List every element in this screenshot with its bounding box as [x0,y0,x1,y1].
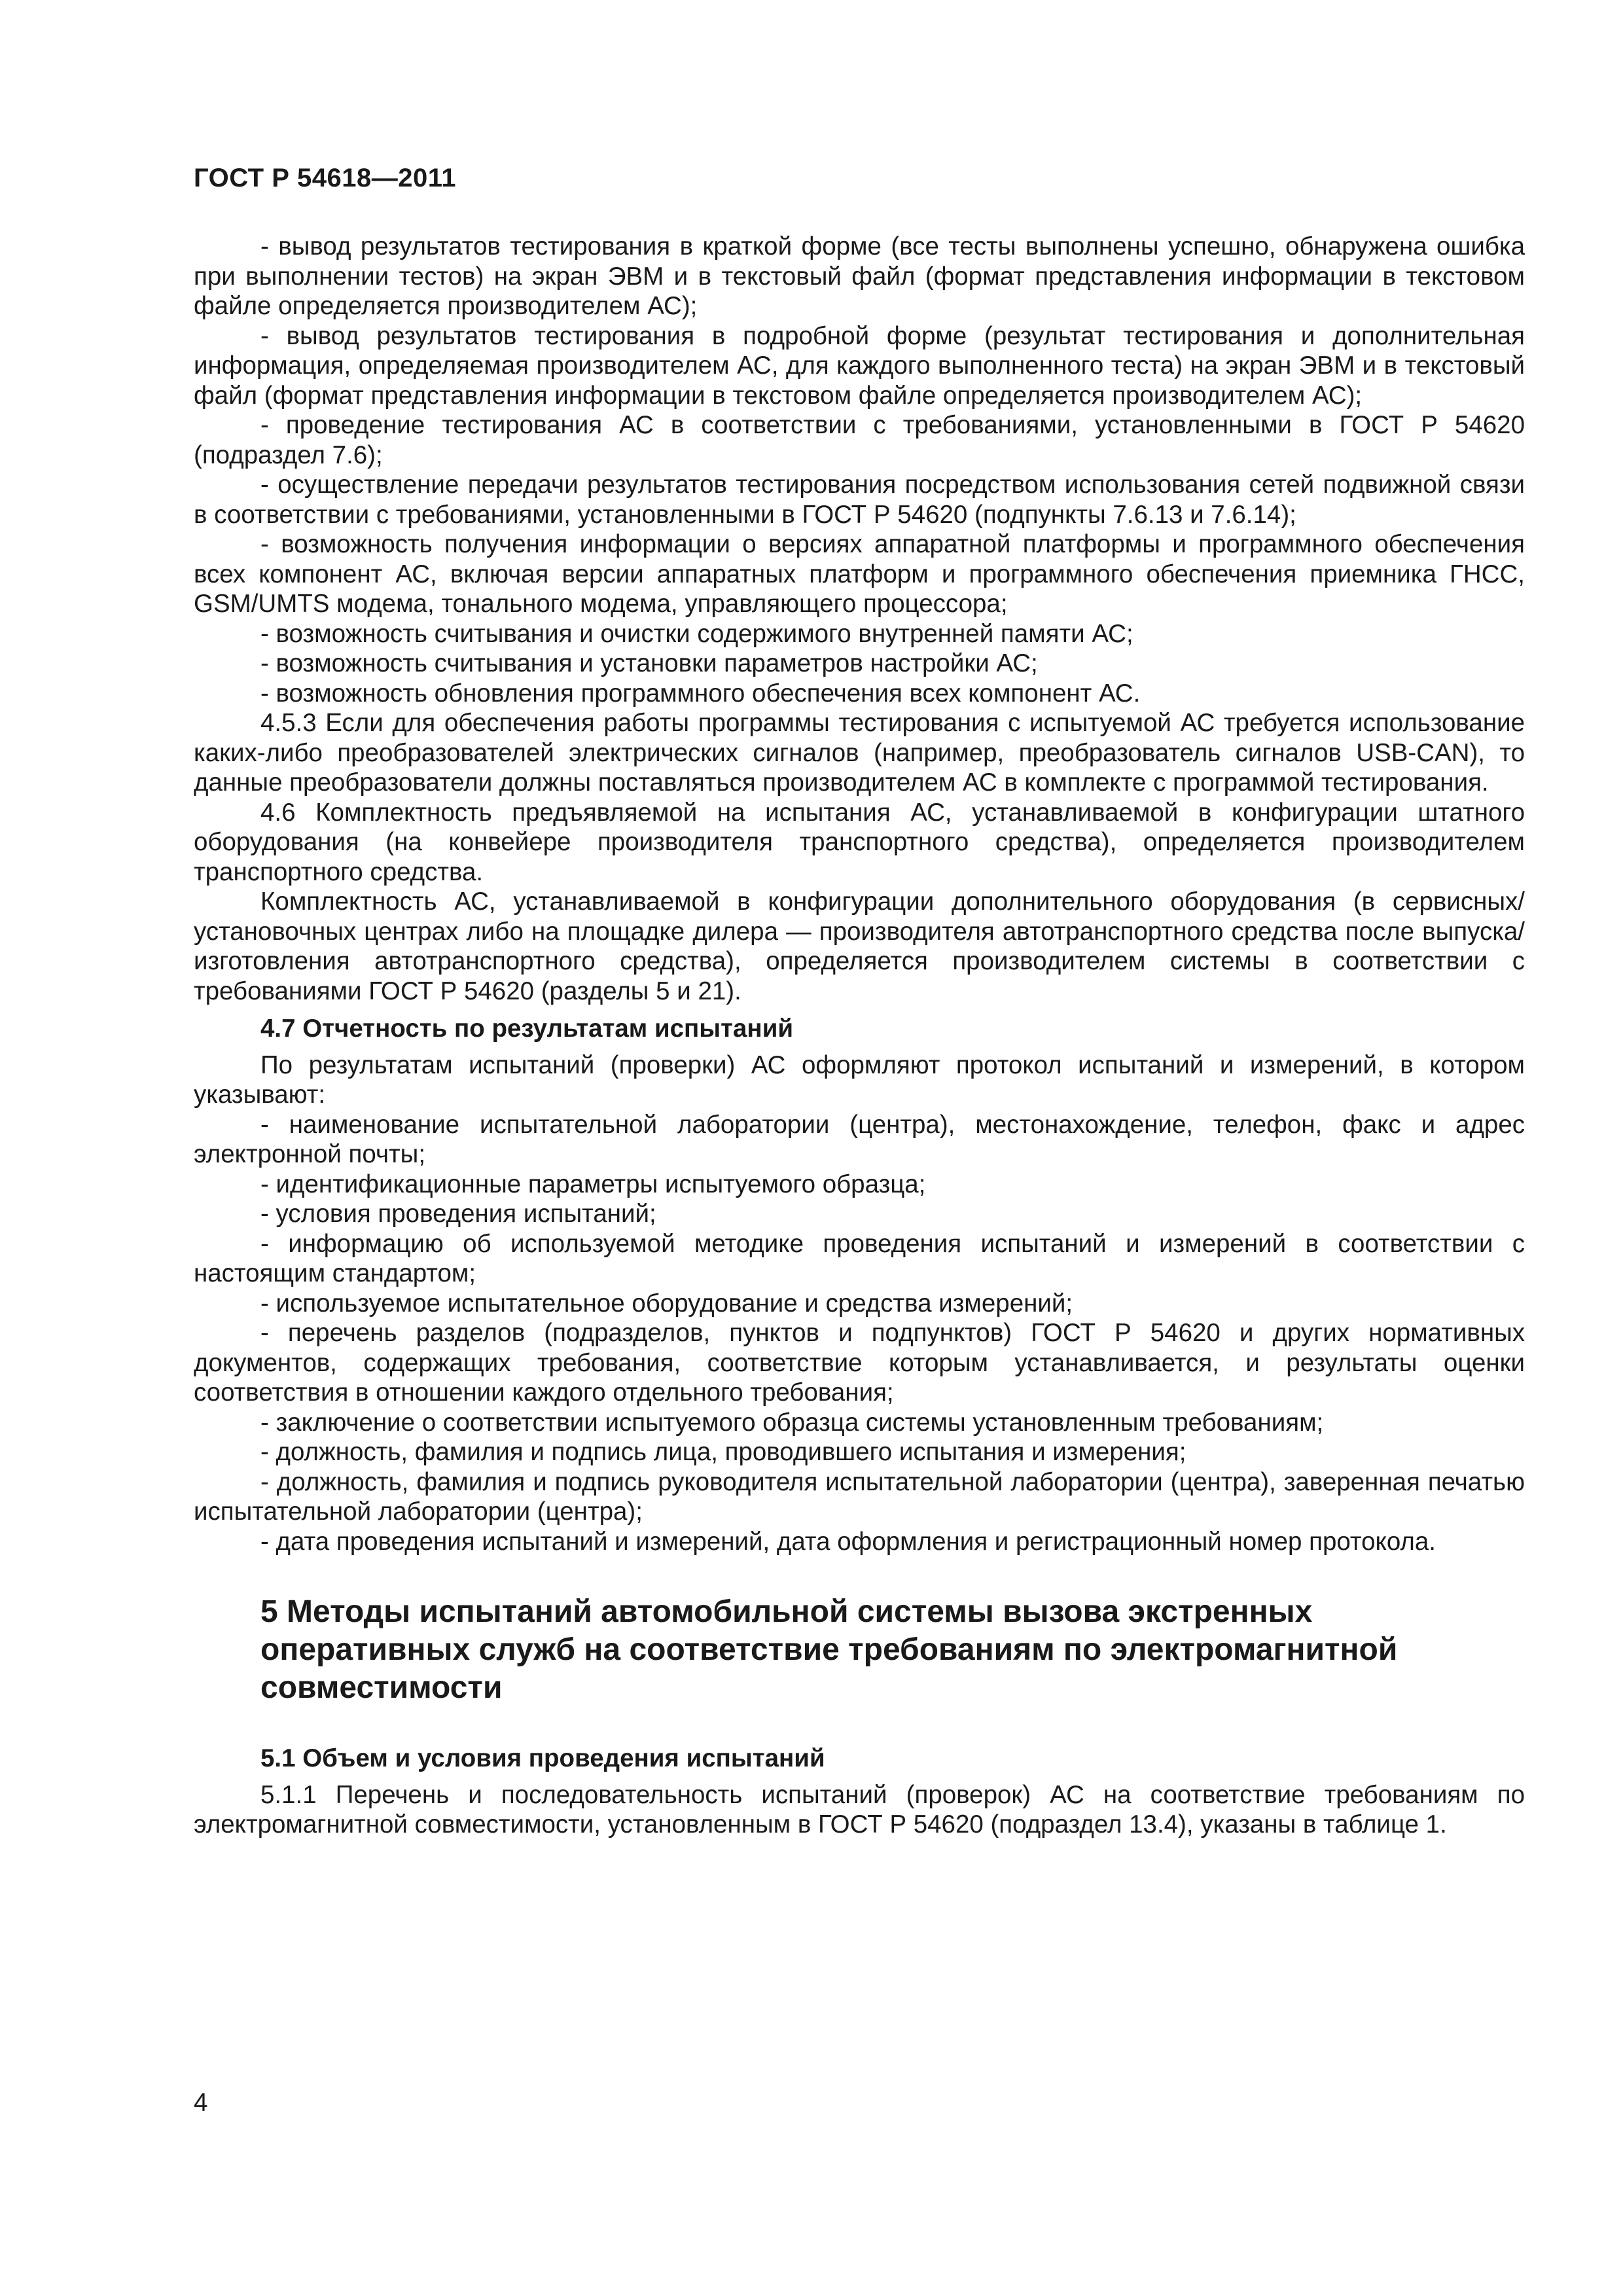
list-item: - осуществление передачи результатов тестирования посредством использования сетей подвижной связи в соответствии с требованиями, установленными в ГОСТ Р 54620 (подпункты 7.6.13 и 7.6.14); [194,471,1525,529]
list-item: - перечень разделов (подразделов, пунктов и подпунктов) ГОСТ Р 54620 и других нормативных документов, содержащих требования, соответствие которым устанавливается, и результаты оценки соответствия в отношении каждого отдельного требования; [194,1319,1525,1407]
list-item: - информацию об используемой методике проведения испытаний и измерений в соответствии с настоящим стандартом; [194,1229,1525,1287]
paragraph-5-1-1: 5.1.1 Перечень и последовательность испытаний (проверок) АС на соответствие требованиям по электромагнитной совместимости, установленным в ГОСТ Р 54620 (подраздел 13.4), указаны в таблице 1. [194,1780,1525,1839]
section-heading-5-1: 5.1 Объем и условия проведения испытаний [260,1744,825,1772]
list-item: - возможность получения информации о версиях аппаратной платформы и программного обеспечения всех компонент АС, включая версии аппаратных платформ и программного обеспечения приемника ГНСС, GSM/UMTS модема, тонального модема, управляющего процессора; [194,530,1525,618]
paragraph-4-6-continued: Комплектность АС, устанавливаемой в конфигурации дополнительного оборудования (в сервисных/установочных центрах либо на площадке дилера — производителя автотранспортного средства после выпуска/изготовления автотранспортного средства), определяется производителем системы в соответствии с требованиями ГОСТ Р 54620 (разделы 5 и 21). [194,888,1525,1005]
list-item: - идентификационные параметры испытуемого образца; [260,1170,926,1198]
list-item: - условия проведения испытаний; [260,1200,656,1228]
paragraph-4-6: 4.6 Комплектность предъявляемой на испытания АС, устанавливаемой в конфигурации штатного оборудования (на конвейере производителя транспортного средства), определяется производителем транспортного средства. [194,798,1525,886]
page-number: 4 [194,2089,208,2117]
list-item: - используемое испытательное оборудование и средства измерений; [260,1289,1073,1318]
document-body [194,232,1525,1840]
list-item: - должность, фамилия и подпись лица, проводившего испытания и измерения; [260,1438,1186,1466]
list-item: - возможность считывания и очистки содержимого внутренней памяти АС; [260,619,1133,648]
list-item: - наименование испытательной лаборатории (центра), местонахождение, телефон, факс и адрес электронной почты; [194,1110,1525,1168]
section-heading-5: 5 Методы испытаний автомобильной системы вызова экстренных оперативных служб на соответствие требованиям по электромагнитной совместимости [260,1594,1398,1705]
list-item: - вывод результатов тестирования в краткой форме (все тесты выполнены успешно, обнаружена ошибка при выполнении тестов) на экран ЭВМ и в текстовый файл (формат представления информации в текстовом файле определяется производителем АС); [194,232,1525,320]
section-heading-4-7: 4.7 Отчетность по результатам испытаний [260,1014,794,1043]
standard-header: ГОСТ Р 54618—2011 [194,164,456,192]
paragraph-4-7: По результатам испытаний (проверки) АС оформляют протокол испытаний и измерений, в котором указывают: [194,1050,1525,1109]
list-item: - возможность считывания и установки параметров настройки АС; [260,649,1038,677]
list-item: - должность, фамилия и подпись руководителя испытательной лаборатории (центра), заверенная печатью испытательной лаборатории (центра); [194,1467,1525,1526]
list-item: - вывод результатов тестирования в подробной форме (результат тестирования и дополнительная информация, определяемая производителем АС, для каждого выполненного теста) на экран ЭВМ и в текстовый файл (формат представления информации в текстовом файле определяется производителем АС); [194,321,1525,410]
list-item: - возможность обновления программного обеспечения всех компонент АС. [260,679,1141,708]
list-item: - заключение о соответствии испытуемого образца системы установленным требованиям; [260,1408,1324,1437]
list-item: - проведение тестирования АС в соответствии с требованиями, установленными в ГОСТ Р 54620 (подраздел 7.6); [194,411,1525,469]
list-item: - дата проведения испытаний и измерений, дата оформления и регистрационный номер протокола. [260,1527,1436,1556]
paragraph-4-5-3: 4.5.3 Если для обеспечения работы программы тестирования с испытуемой АС требуется использование каких-либо преобразователей электрических сигналов (например, преобразователь сигналов USB-CAN), то данные преобразователи должны поставляться производителем АС в комплекте с программой тестирования. [194,709,1525,797]
